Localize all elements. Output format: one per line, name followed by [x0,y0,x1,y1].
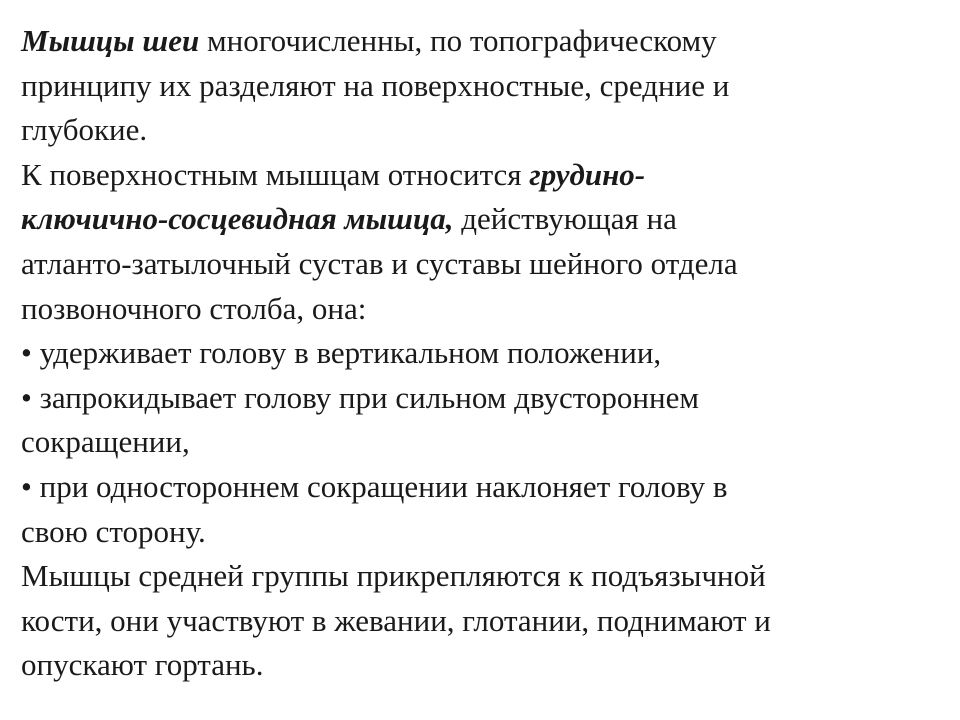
text-line: опускают гортань. [21,647,264,683]
text-line: позвоночного столба, она: [21,290,367,326]
text-run: многочисленны, по топографическому [199,23,717,58]
text-line [21,19,941,64]
text-line: глубокие. [21,112,148,148]
text-line: кости, они участвуют в жевании, глотании, поднимают и [21,602,771,638]
text-run: К поверхностным мышцам относится [21,156,530,192]
text-line: принципу их разделяют на поверхностные, средние и [21,67,730,103]
text-run: действующая на [453,201,677,237]
text-line [21,153,941,198]
bullet-item-continuation: свою сторону. [21,513,206,549]
text-line [21,197,941,242]
bullet-item-continuation: сокращении, [21,424,190,460]
text-line: атланто-затылочный сустав и суставы шейного отдела [21,245,738,281]
bullet-item: • запрокидывает голову при сильном двустороннем [21,379,699,415]
bullet-item: • удерживает голову в вертикальном положении, [21,335,662,371]
slide-text-block [21,19,941,688]
emphasized-term: Мышцы шеи [21,23,200,58]
emphasized-term: грудино- [529,156,646,192]
bullet-item: • при одностороннем сокращении наклоняет голову в [21,468,728,504]
emphasized-term: ключично-сосцевидная мышца, [21,201,454,237]
text-line: Мышцы средней группы прикрепляются к подъязычной [21,558,766,594]
